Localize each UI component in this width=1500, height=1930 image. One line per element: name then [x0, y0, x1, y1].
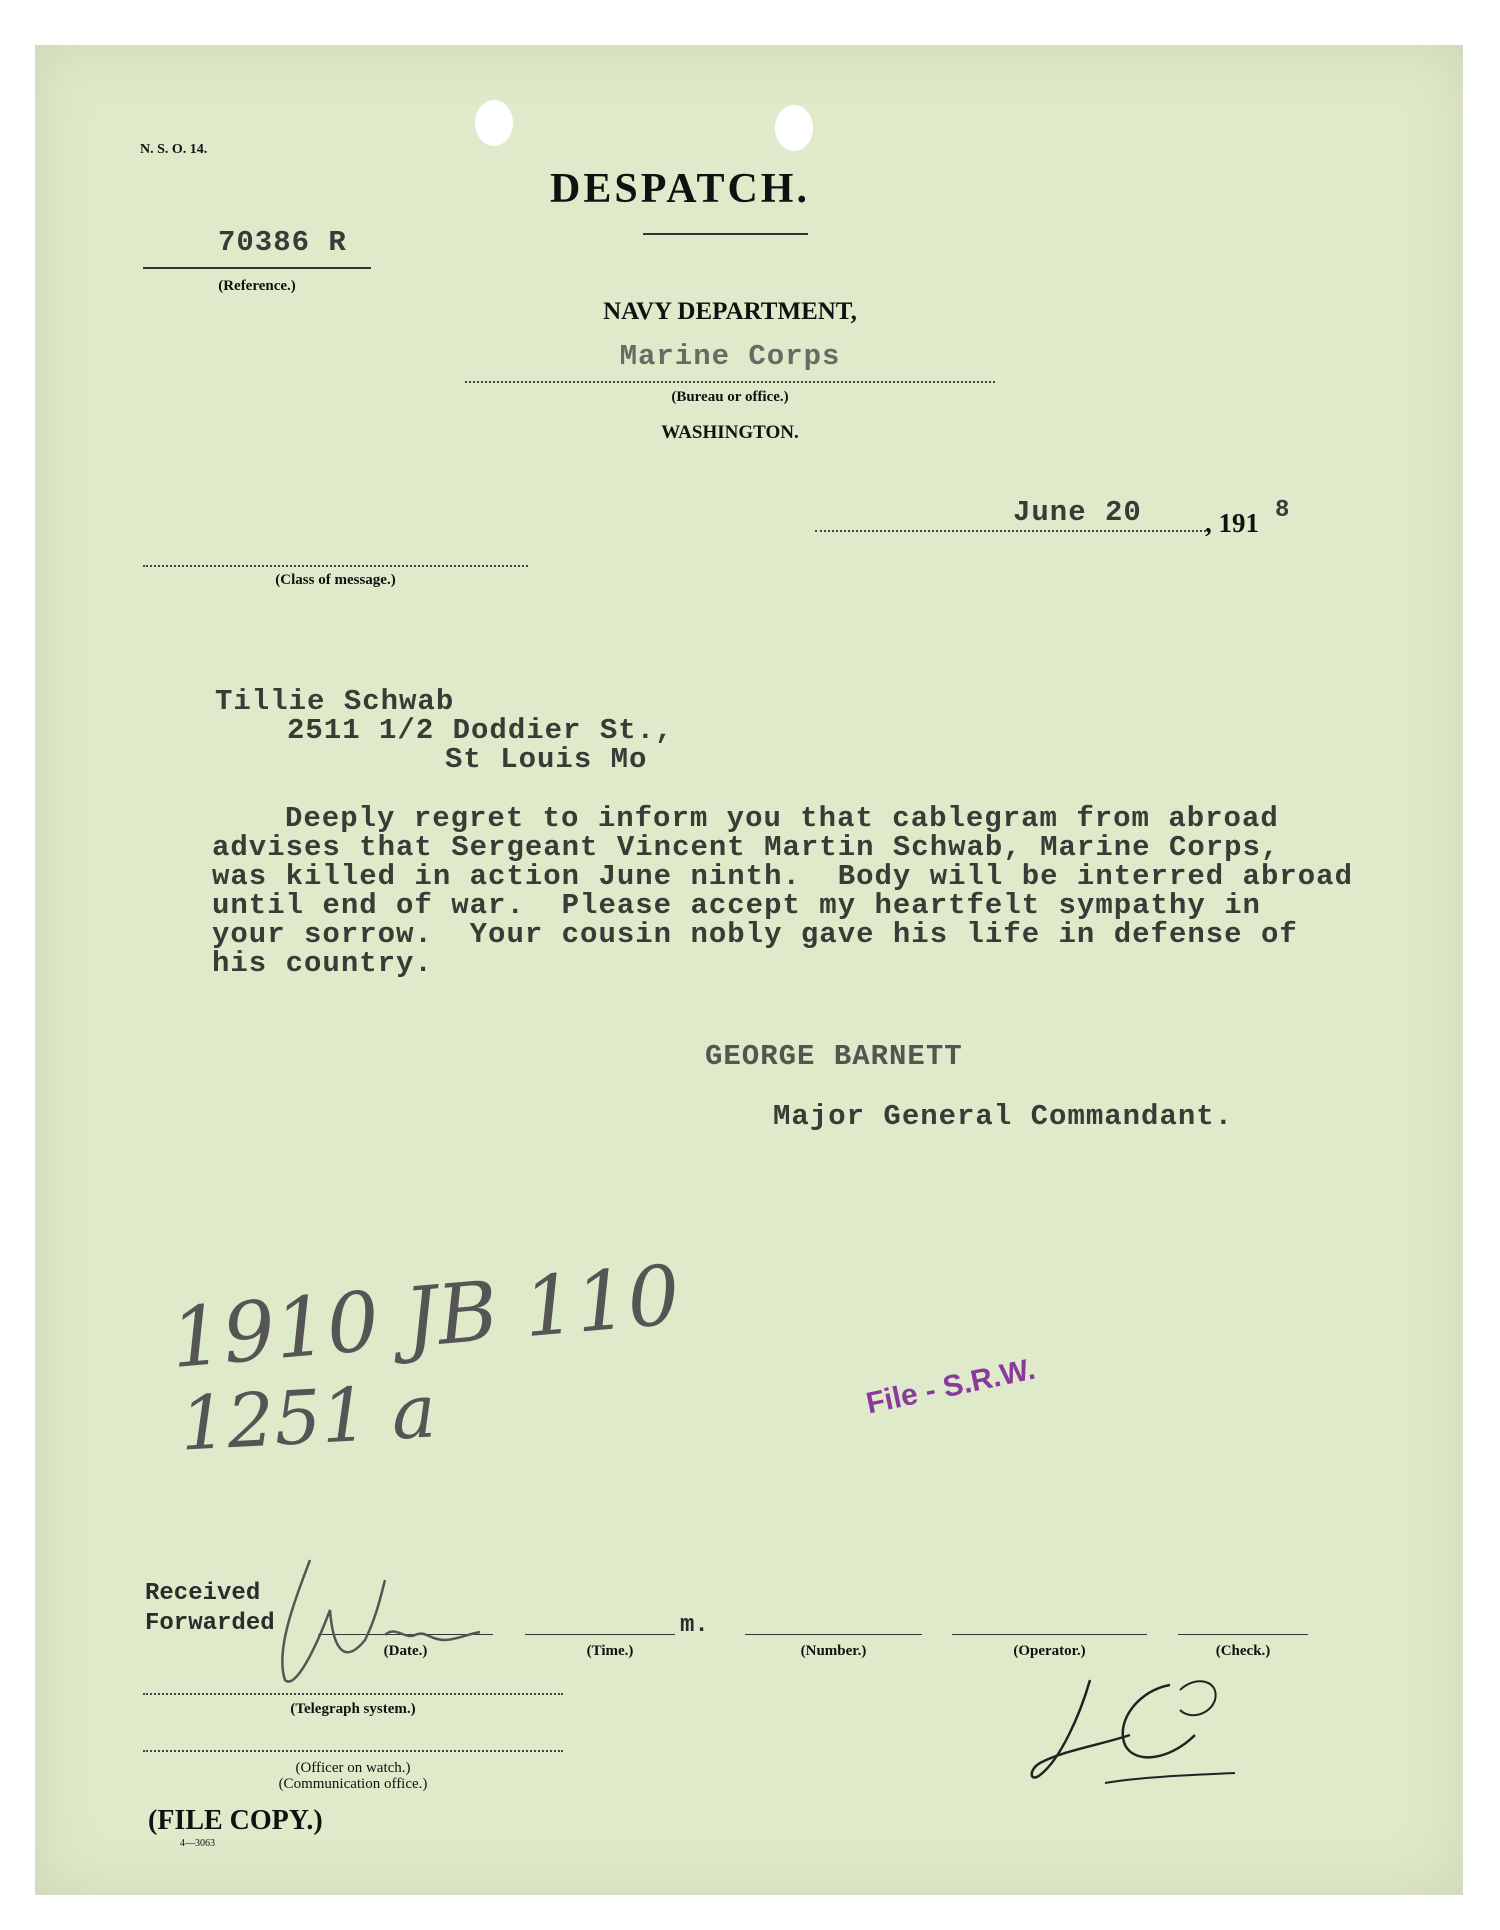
time-field-line	[525, 1634, 675, 1635]
form-number: N. S. O. 14.	[140, 142, 208, 157]
recipient-city: St Louis Mo	[445, 743, 648, 776]
ink-signature	[1020, 1665, 1260, 1795]
punch-hole	[775, 105, 813, 151]
date-label: (Date.)	[383, 1643, 428, 1659]
print-code: 4—3063	[180, 1838, 215, 1849]
m-label: m.	[680, 1612, 709, 1639]
operator-field-line	[952, 1634, 1147, 1635]
file-stamp: File - S.R.W.	[863, 1352, 1039, 1421]
class-label: (Class of message.)	[275, 572, 396, 588]
signer-title: Major General Commandant.	[773, 1100, 1234, 1133]
body-line: your sorrow. Your cousin nobly gave his life in defense of	[212, 918, 1298, 951]
recipient-name: Tillie Schwab	[215, 685, 455, 718]
officer-line	[143, 1750, 563, 1752]
body-line: Deeply regret to inform you that cablegram from abroad	[285, 802, 1279, 835]
telegraph-label: (Telegraph system.)	[290, 1701, 416, 1717]
check-label: (Check.)	[1215, 1643, 1271, 1659]
reference-label: (Reference.)	[218, 278, 296, 294]
title-underline	[643, 233, 808, 235]
body-line: was killed in action June ninth. Body will be interred abroad	[212, 860, 1353, 893]
form-title: DESPATCH.	[550, 166, 810, 212]
date-line	[815, 530, 1210, 532]
year-suffix: 8	[1275, 497, 1290, 524]
bureau-value: Marine Corps	[619, 340, 841, 373]
handwritten-note: 1251 a	[177, 1368, 439, 1468]
operator-label: (Operator.)	[1013, 1643, 1086, 1659]
telegraph-line	[143, 1693, 563, 1695]
file-copy-label: (FILE COPY.)	[148, 1805, 323, 1836]
body-line: until end of war. Please accept my heartfelt sympathy in	[212, 889, 1261, 922]
class-line	[143, 565, 528, 567]
city-heading: WASHINGTON.	[661, 422, 799, 443]
bureau-label: (Bureau or office.)	[671, 389, 789, 405]
comm-label: (Communication office.)	[278, 1776, 428, 1792]
recipient-street: 2511 1/2 Doddier St.,	[287, 714, 674, 747]
reference-line	[143, 267, 371, 269]
handwritten-note: 1910 JB 110	[166, 1247, 684, 1388]
number-label: (Number.)	[800, 1643, 867, 1659]
body-line: his country.	[212, 947, 433, 980]
number-field-line	[745, 1634, 922, 1635]
forwarded-label: Forwarded	[145, 1610, 275, 1637]
year-prefix: , 191	[1205, 508, 1259, 538]
handwritten-initials-pencil	[255, 1540, 505, 1690]
check-field-line	[1178, 1634, 1308, 1635]
bureau-line	[465, 381, 995, 383]
signer-name: GEORGE BARNETT	[705, 1040, 963, 1073]
reference-value: 70386 R	[218, 226, 347, 259]
date-value: June 20	[1013, 496, 1142, 529]
officer-label: (Officer on watch.)	[295, 1760, 411, 1776]
time-label: (Time.)	[586, 1643, 634, 1659]
department-heading: NAVY DEPARTMENT,	[603, 298, 857, 325]
received-label: Received	[145, 1580, 261, 1607]
body-line: advises that Sergeant Vincent Martin Schwab, Marine Corps,	[212, 831, 1280, 864]
punch-hole	[475, 100, 513, 146]
